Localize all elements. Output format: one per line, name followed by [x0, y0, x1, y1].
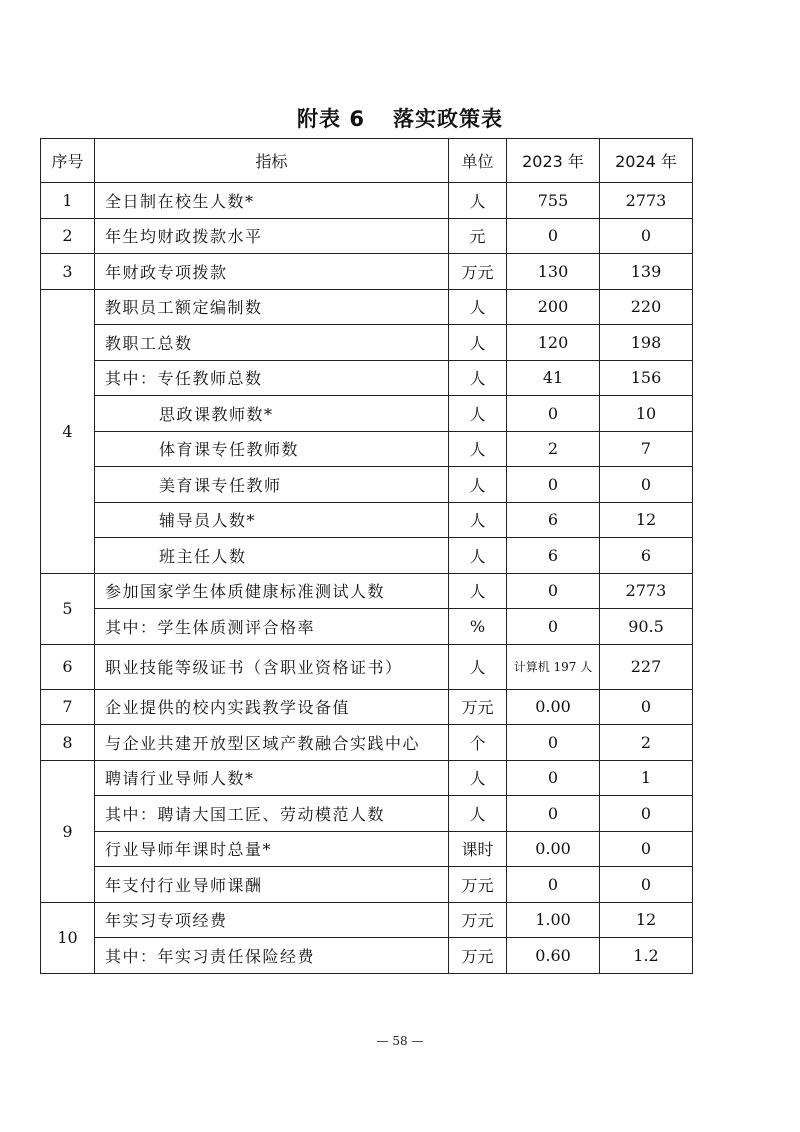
- row-2024: 7: [600, 431, 693, 467]
- table-row: [41, 218, 693, 254]
- row-2024: 139: [600, 254, 693, 290]
- row-2024: 0: [600, 831, 693, 867]
- row-unit: 个: [449, 725, 507, 761]
- row-2023: 0: [507, 796, 600, 832]
- row-unit: 人: [449, 325, 507, 361]
- title-text: 落实政策表: [392, 107, 503, 131]
- row-unit: 人: [449, 467, 507, 503]
- header-indicator: 指标: [95, 139, 449, 183]
- row-2024: 2: [600, 725, 693, 761]
- row-2024: 10: [600, 396, 693, 432]
- row-2024: 90.5: [600, 609, 693, 645]
- row-unit: 人: [449, 502, 507, 538]
- row-2023: 0.60: [507, 938, 600, 974]
- row-unit: 万元: [449, 689, 507, 725]
- row-indicator: 企业提供的校内实践教学设备值: [95, 689, 449, 725]
- header-2023: 2023 年: [507, 139, 600, 183]
- row-2023: 0: [507, 609, 600, 645]
- row-indicator: 聘请行业导师人数*: [95, 760, 449, 796]
- table-row: [41, 396, 693, 432]
- table-row: [41, 254, 693, 290]
- row-2024: 198: [600, 325, 693, 361]
- page-number: — 58 —: [376, 1034, 424, 1048]
- row-2023: 0: [507, 218, 600, 254]
- row-indicator: 其中：年实习责任保险经费: [95, 938, 449, 974]
- policy-table: [40, 138, 693, 974]
- row-unit: 人: [449, 431, 507, 467]
- row-2023: 0.00: [507, 831, 600, 867]
- row-indicator: 参加国家学生体质健康标准测试人数: [95, 573, 449, 609]
- row-2024: 2773: [600, 573, 693, 609]
- row-no: 5: [41, 573, 95, 644]
- row-indicator: 年实习专项经费: [95, 902, 449, 938]
- row-2024: 2773: [600, 183, 693, 219]
- row-unit: 元: [449, 218, 507, 254]
- row-2024: 12: [600, 502, 693, 538]
- row-indicator: 班主任人数: [95, 538, 449, 574]
- row-2023: 0: [507, 867, 600, 903]
- row-no: 1: [41, 183, 95, 219]
- table-row: [41, 289, 693, 325]
- table-row: [41, 760, 693, 796]
- row-indicator: 年财政专项拨款: [95, 254, 449, 290]
- row-unit: 人: [449, 396, 507, 432]
- row-no: 4: [41, 289, 95, 573]
- row-2024: 227: [600, 644, 693, 689]
- table-row: [41, 431, 693, 467]
- row-indicator: 思政课教师数*: [95, 396, 449, 432]
- table-header-row: [41, 139, 693, 183]
- page-title: [0, 103, 800, 133]
- row-2023: 0.00: [507, 689, 600, 725]
- row-2024: 220: [600, 289, 693, 325]
- row-2023: 1.00: [507, 902, 600, 938]
- row-unit: 人: [449, 760, 507, 796]
- table-row: [41, 467, 693, 503]
- row-2024: 0: [600, 867, 693, 903]
- row-2023: 0: [507, 396, 600, 432]
- row-2023: 130: [507, 254, 600, 290]
- row-2024: 156: [600, 360, 693, 396]
- header-unit: 单位: [449, 139, 507, 183]
- row-indicator: 职业技能等级证书（含职业资格证书）: [95, 644, 449, 689]
- row-indicator: 其中：聘请大国工匠、劳动模范人数: [95, 796, 449, 832]
- header-no: 序号: [41, 139, 95, 183]
- table-row: [41, 938, 693, 974]
- row-indicator: 年生均财政拨款水平: [95, 218, 449, 254]
- table-row: [41, 502, 693, 538]
- row-unit: 人: [449, 183, 507, 219]
- row-no: 8: [41, 725, 95, 761]
- row-2024: 1.2: [600, 938, 693, 974]
- row-indicator: 美育课专任教师: [95, 467, 449, 503]
- row-2023: 41: [507, 360, 600, 396]
- row-2024: 0: [600, 467, 693, 503]
- row-2023: 755: [507, 183, 600, 219]
- row-indicator: 体育课专任教师数: [95, 431, 449, 467]
- table-row: [41, 902, 693, 938]
- row-no: 2: [41, 218, 95, 254]
- table-row: [41, 831, 693, 867]
- row-2024: 0: [600, 689, 693, 725]
- row-indicator: 教职工总数: [95, 325, 449, 361]
- row-indicator: 年支付行业导师课酬: [95, 867, 449, 903]
- row-2023: 120: [507, 325, 600, 361]
- row-2023: 0: [507, 573, 600, 609]
- row-2024: 0: [600, 796, 693, 832]
- row-2023: 6: [507, 538, 600, 574]
- row-indicator: 其中：专任教师总数: [95, 360, 449, 396]
- table-row: [41, 573, 693, 609]
- table-row: [41, 689, 693, 725]
- row-2024: 1: [600, 760, 693, 796]
- row-2023: 计算机 197 人: [507, 644, 600, 689]
- row-unit: 万元: [449, 902, 507, 938]
- row-unit: 人: [449, 644, 507, 689]
- table-row: [41, 609, 693, 645]
- row-no: 10: [41, 902, 95, 973]
- row-no: 7: [41, 689, 95, 725]
- row-no: 3: [41, 254, 95, 290]
- row-unit: 人: [449, 289, 507, 325]
- row-no: 6: [41, 644, 95, 689]
- table-row: [41, 538, 693, 574]
- row-2023: 0: [507, 725, 600, 761]
- row-indicator: 全日制在校生人数*: [95, 183, 449, 219]
- row-unit: 万元: [449, 254, 507, 290]
- row-indicator: 辅导员人数*: [95, 502, 449, 538]
- row-no: 9: [41, 760, 95, 902]
- table-row: [41, 725, 693, 761]
- row-indicator: 与企业共建开放型区域产教融合实践中心: [95, 725, 449, 761]
- row-unit: 人: [449, 360, 507, 396]
- table-row: [41, 183, 693, 219]
- row-unit: 万元: [449, 938, 507, 974]
- header-2024: 2024 年: [600, 139, 693, 183]
- table-row: [41, 867, 693, 903]
- row-indicator: 其中：学生体质测评合格率: [95, 609, 449, 645]
- table-row: [41, 796, 693, 832]
- table-row: [41, 325, 693, 361]
- row-2023: 6: [507, 502, 600, 538]
- table-row: [41, 360, 693, 396]
- row-unit: %: [449, 609, 507, 645]
- row-indicator: 行业导师年课时总量*: [95, 831, 449, 867]
- row-unit: 人: [449, 796, 507, 832]
- row-2023: 2: [507, 431, 600, 467]
- row-2024: 6: [600, 538, 693, 574]
- row-2023: 200: [507, 289, 600, 325]
- row-unit: 人: [449, 538, 507, 574]
- row-unit: 课时: [449, 831, 507, 867]
- row-2024: 0: [600, 218, 693, 254]
- table-row: [41, 644, 693, 689]
- row-unit: 人: [449, 573, 507, 609]
- row-2023: 0: [507, 467, 600, 503]
- row-2024: 12: [600, 902, 693, 938]
- title-prefix: 附表 6: [297, 107, 365, 131]
- row-2023: 0: [507, 760, 600, 796]
- row-unit: 万元: [449, 867, 507, 903]
- row-indicator: 教职员工额定编制数: [95, 289, 449, 325]
